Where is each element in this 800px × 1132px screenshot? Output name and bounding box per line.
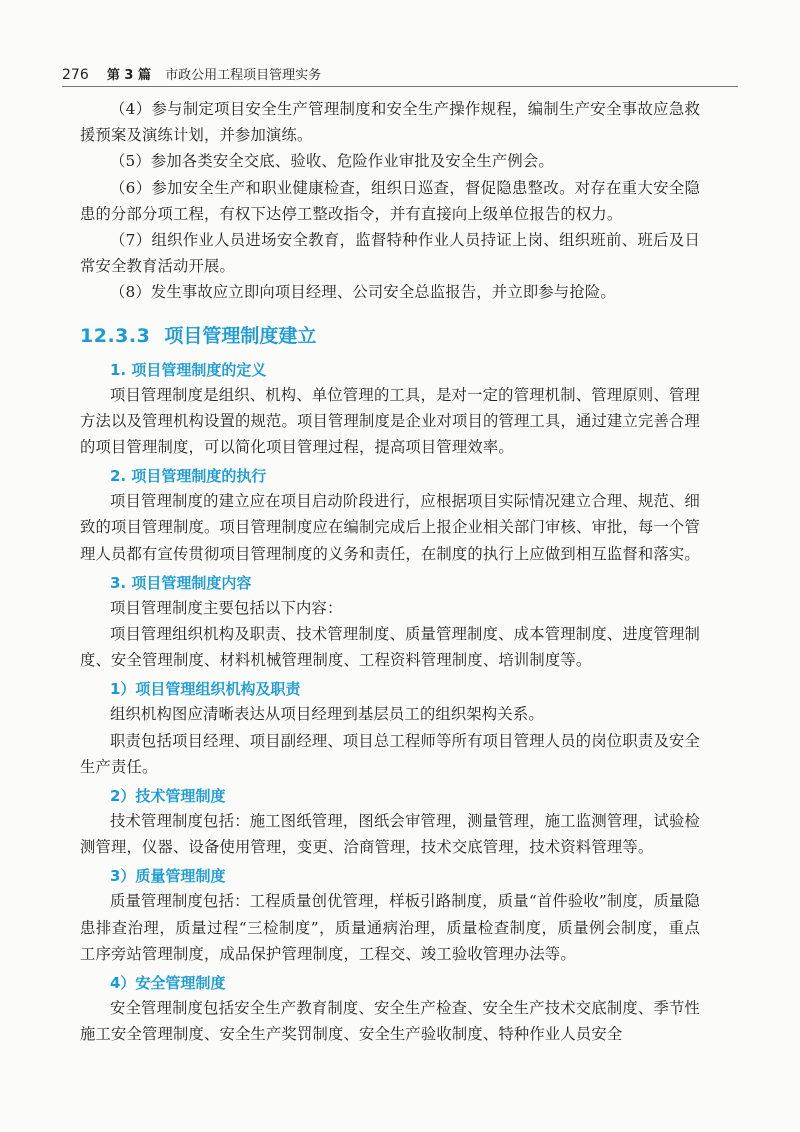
- intro-item-6: （6）参加安全生产和职业健康检查，组织日巡查，督促隐患整改。对存在重大安全隐患的分部分项工程，有权下达停工整改指令，并有直接向上级单位报告的权力。: [80, 178, 700, 223]
- item-heading-technical: 2）技术管理制度: [110, 787, 226, 806]
- section-title: 项目管理制度建立: [164, 324, 317, 347]
- item-heading-quality: 3）质量管理制度: [110, 867, 226, 886]
- quality-paragraph: 质量管理制度包括：工程质量创优管理，样板引路制度，质量“首件验收”制度，质量隐患排查治理，质量过程“三检制度”，质量通病治理，质量检查制度，质量例会制度，重点工序旁站管理制度，成品保护管理制度，工程交、竣工验收管理办法等。: [80, 892, 700, 963]
- definition-paragraph: 项目管理制度是组织、机构、单位管理的工具，是对一定的管理机制、管理原则、管理方法以及管理机构设置的规范。项目管理制度是企业对项目的管理工具，通过建立完善合理的项目管理制度，可以简化项目管理过程，提高项目管理效率。: [80, 385, 700, 457]
- subheading-execution: 2. 项目管理制度的执行: [110, 467, 267, 486]
- organization-paragraph-1: 组织机构图应清晰表达从项目经理到基层员工的组织架构关系。: [110, 705, 544, 724]
- subheading-definition: 1. 项目管理制度的定义: [110, 360, 267, 379]
- organization-paragraph-2: 职责包括项目经理、项目副经理、项目总工程师等所有项目管理人员的岗位职责及安全生产责任。: [80, 731, 700, 776]
- section-number: 12.3.3: [80, 324, 151, 347]
- running-header: [62, 64, 321, 83]
- execution-paragraph: 项目管理制度的建立应在项目启动阶段进行，应根据项目实际情况建立合理、规范、细致的项目管理制度。项目管理制度应在编制完成后上报企业相关部门审核、审批，每一个管理人员都有宣传贯彻项目管理制度的义务和责任，在制度的执行上应做到相互监督和落实。: [80, 492, 700, 563]
- contents-list: 项目管理组织机构及职责、技术管理制度、质量管理制度、成本管理制度、进度管理制度、安全管理制度、材料机械管理制度、工程资料管理制度、培训制度等。: [80, 625, 700, 670]
- section-heading: [80, 322, 700, 350]
- page-body: [80, 96, 700, 1047]
- technical-paragraph: 技术管理制度包括：施工图纸管理，图纸会审管理，测量管理，施工监测管理，试验检测管理，仪器、设备使用管理，变更、洽商管理，技术交底管理，技术资料管理等。: [80, 812, 700, 857]
- header-rule: [62, 86, 738, 87]
- book-title: 市政公用工程项目管理实务: [165, 68, 322, 83]
- contents-intro: 项目管理制度主要包括以下内容：: [110, 598, 343, 617]
- intro-item-5: （5）参加各类安全交底、验收、危险作业审批及安全生产例会。: [110, 152, 554, 171]
- part-label: 第 3 篇: [106, 68, 151, 83]
- subheading-contents: 3. 项目管理制度内容: [110, 573, 252, 592]
- page-number: 276: [62, 67, 89, 83]
- intro-item-8: （8）发生事故应立即向项目经理、公司安全总监报告，并立即参与抢险。: [110, 283, 616, 302]
- item-heading-organization: 1）项目管理组织机构及职责: [110, 680, 301, 699]
- intro-item-7: （7）组织作业人员进场安全教育，监督特种作业人员持证上岗、组织班前、班后及日常安全教育活动开展。: [80, 231, 700, 276]
- safety-paragraph: 安全管理制度包括安全生产教育制度、安全生产检查、安全生产技术交底制度、季节性施工安全管理制度、安全生产奖罚制度、安全生产验收制度、特种作业人员安全: [80, 999, 700, 1044]
- intro-item-4: （4）参与制定项目安全生产管理制度和安全生产操作规程，编制生产安全事故应急救援预案及演练计划，并参加演练。: [80, 100, 700, 145]
- item-heading-safety: 4）安全管理制度: [110, 974, 226, 993]
